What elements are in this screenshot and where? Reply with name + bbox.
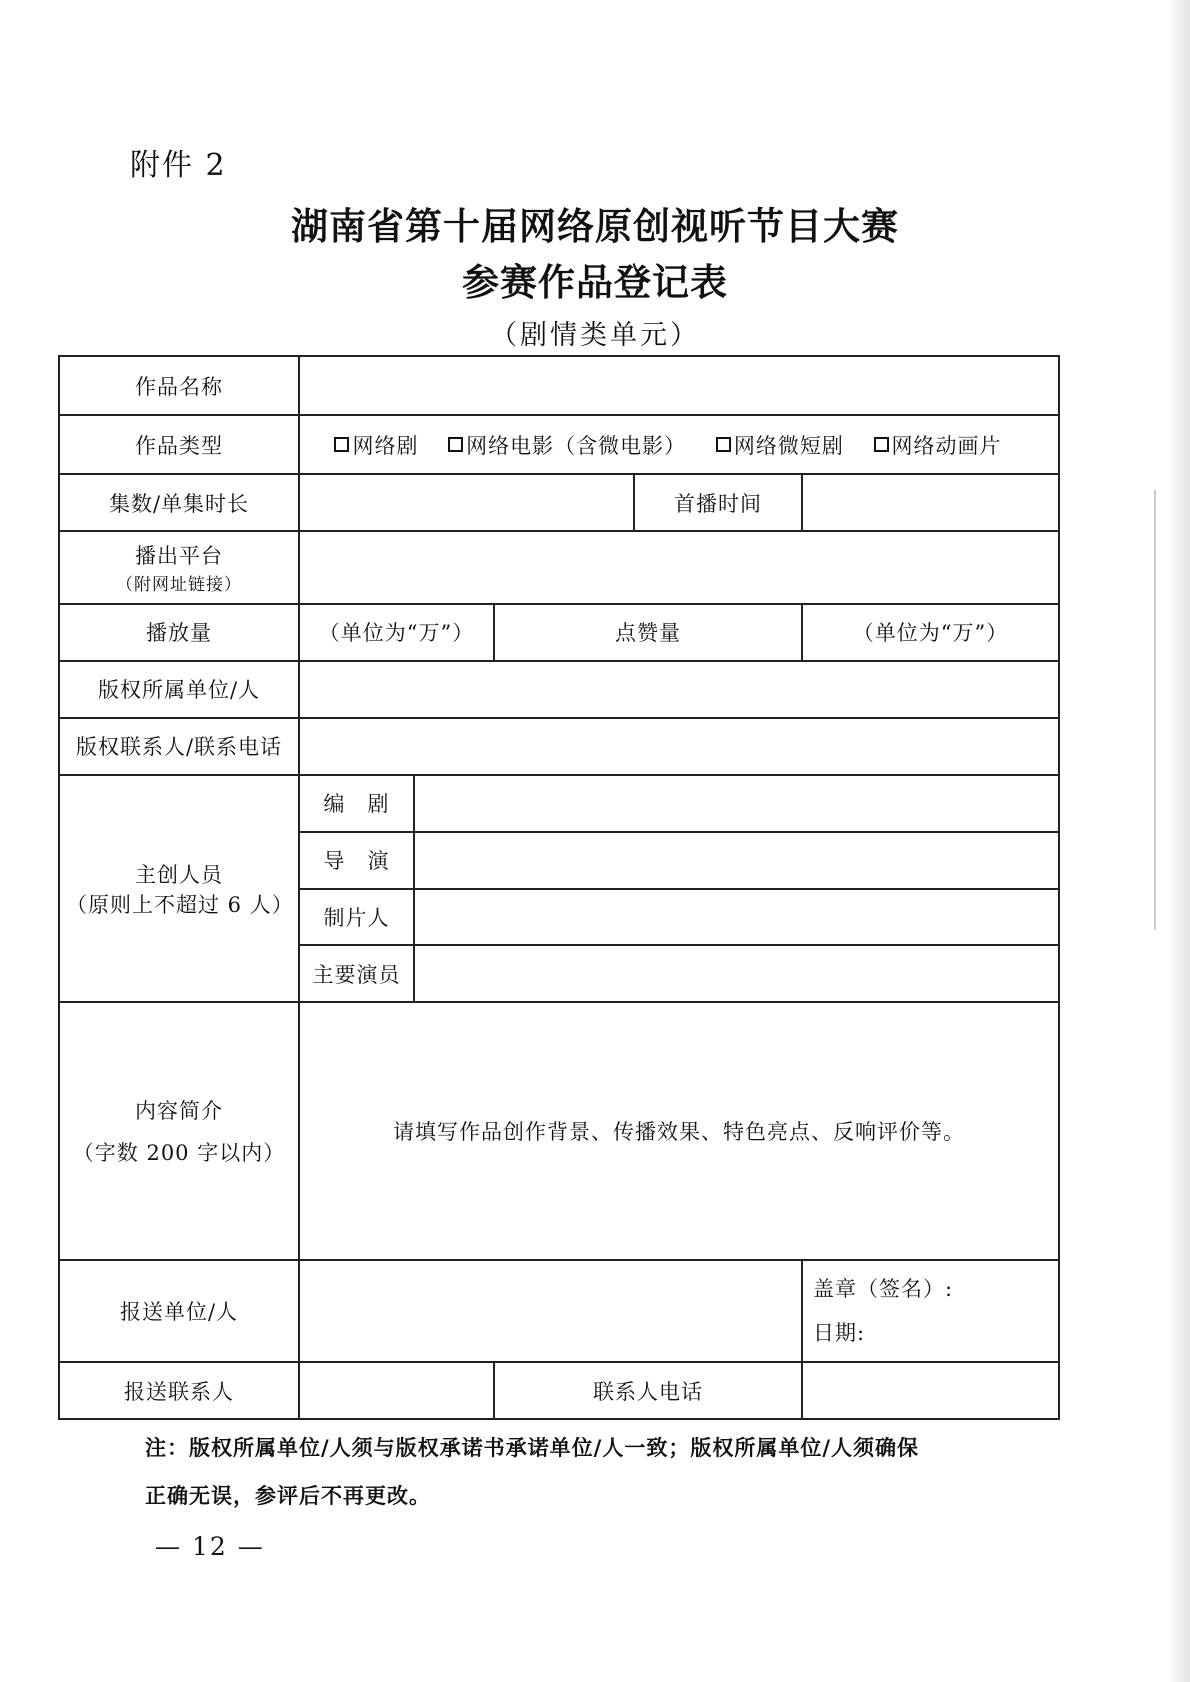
contact-phone-field[interactable] <box>802 1362 1059 1419</box>
role-producer: 制片人 <box>299 889 414 946</box>
likes-label: 点赞量 <box>494 604 802 661</box>
row-episodes <box>59 474 1059 531</box>
row-work-name <box>59 356 1059 415</box>
platform-label-cell <box>59 531 299 604</box>
creators-label: 主创人员 <box>135 862 223 887</box>
checkbox-icon <box>334 437 349 452</box>
submitter-contact-label: 报送联系人 <box>59 1362 299 1419</box>
work-name-field[interactable] <box>299 356 1059 415</box>
attachment-label: 附件 2 <box>130 148 227 183</box>
likes-field[interactable]: （单位为“万”） <box>802 604 1059 661</box>
platform-label: 播出平台 <box>135 544 223 568</box>
work-type-options <box>299 415 1059 474</box>
creators-sublabel: （原则上不超过 6 人） <box>66 892 294 917</box>
checkbox-icon <box>716 437 731 452</box>
document-title-line2: 参赛作品登记表 <box>462 261 728 304</box>
platform-field[interactable] <box>299 531 1059 604</box>
scan-artifact-line <box>1154 490 1156 930</box>
footnote-line1: 注：版权所属单位/人须与版权承诺书承诺单位/人一致；版权所属单位/人须确保 <box>145 1436 920 1460</box>
plays-label: 播放量 <box>59 604 299 661</box>
synopsis-label: 内容简介 <box>135 1099 223 1124</box>
synopsis-label-cell <box>59 1002 299 1260</box>
role-main-actors: 主要演员 <box>299 945 414 1002</box>
option-web-series[interactable]: 网络剧 <box>334 430 418 460</box>
checkbox-icon <box>448 437 463 452</box>
document-title: 湖南省第十届网络原创视听节目大赛 <box>291 205 899 248</box>
registration-form-table <box>58 355 1060 1420</box>
copyright-owner-label: 版权所属单位/人 <box>59 661 299 718</box>
contact-phone-label: 联系人电话 <box>494 1362 802 1419</box>
copyright-contact-field[interactable] <box>299 718 1059 775</box>
row-creator-screenwriter <box>59 775 1059 832</box>
seal-date-cell[interactable] <box>802 1260 1059 1362</box>
footnote-line2: 正确无误，参评后不再更改。 <box>145 1484 431 1508</box>
row-platform <box>59 531 1059 604</box>
page-number: — 12 — <box>155 1532 265 1561</box>
role-screenwriter: 编 剧 <box>299 775 414 832</box>
synopsis-hint: 请填写作品创作背景、传播效果、特色亮点、反响评价等。 <box>393 1120 965 1145</box>
submitter-contact-field[interactable] <box>299 1362 494 1419</box>
synopsis-sublabel: （字数 200 字以内） <box>72 1141 286 1166</box>
row-submitter <box>59 1260 1059 1362</box>
option-web-animation[interactable]: 网络动画片 <box>874 430 1002 460</box>
row-copyright-contact <box>59 718 1059 775</box>
document-subtitle: （剧情类单元） <box>490 320 700 351</box>
main-actors-field[interactable] <box>414 945 1059 1002</box>
copyright-owner-field[interactable] <box>299 661 1059 718</box>
row-synopsis <box>59 1002 1059 1260</box>
copyright-contact-label: 版权联系人/联系电话 <box>59 718 299 775</box>
work-name-label: 作品名称 <box>59 356 299 415</box>
screenwriter-field[interactable] <box>414 775 1059 832</box>
synopsis-field[interactable] <box>299 1002 1059 1260</box>
creators-label-cell <box>59 775 299 1003</box>
row-work-type <box>59 415 1059 474</box>
role-director: 导 演 <box>299 832 414 889</box>
episodes-label: 集数/单集时长 <box>59 474 299 531</box>
work-type-label: 作品类型 <box>59 415 299 474</box>
submitter-field[interactable] <box>299 1260 802 1362</box>
option-micro-short-drama[interactable]: 网络微短剧 <box>716 430 844 460</box>
platform-sublabel: （附网址链接） <box>116 575 242 595</box>
row-copyright-owner <box>59 661 1059 718</box>
submitter-label: 报送单位/人 <box>59 1260 299 1362</box>
episodes-field[interactable] <box>299 474 634 531</box>
checkbox-icon <box>874 437 889 452</box>
premiere-label: 首播时间 <box>634 474 802 531</box>
premiere-field[interactable] <box>802 474 1059 531</box>
row-submitter-contact <box>59 1362 1059 1419</box>
plays-field[interactable]: （单位为“万”） <box>299 604 494 661</box>
seal-label: 盖章（签名）: <box>813 1277 954 1302</box>
producer-field[interactable] <box>414 889 1059 946</box>
option-web-movie[interactable]: 网络电影（含微电影） <box>448 430 686 460</box>
date-label: 日期: <box>813 1321 866 1346</box>
director-field[interactable] <box>414 832 1059 889</box>
row-plays <box>59 604 1059 661</box>
